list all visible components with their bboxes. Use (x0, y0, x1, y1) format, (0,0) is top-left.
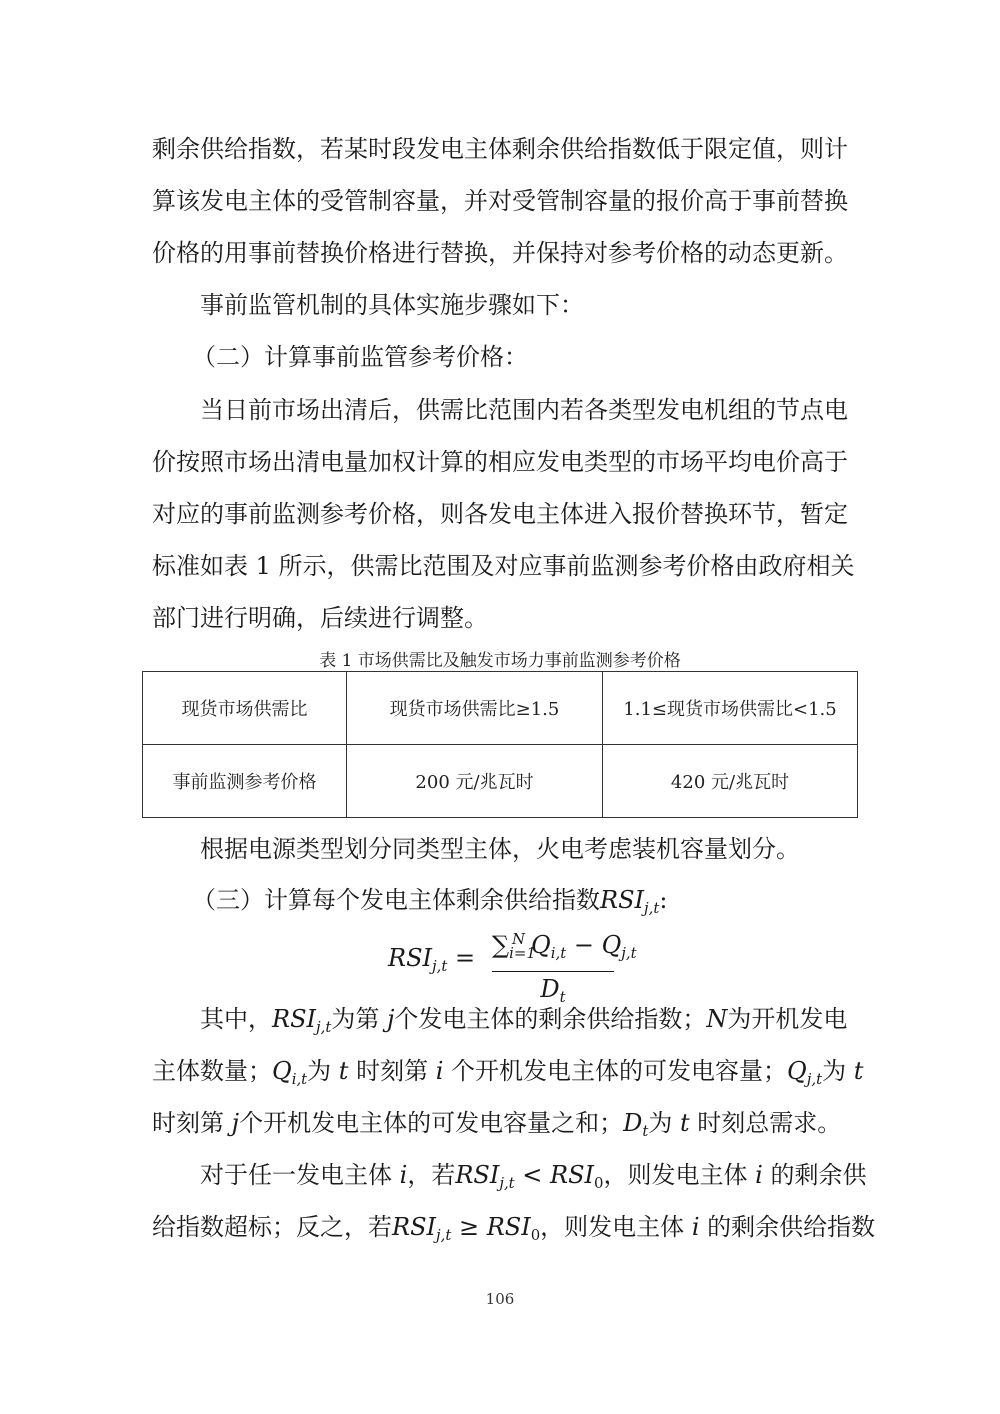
text-line: 当日前市场出清后，供需比范围内若各类型发电机组的节点电 (200, 396, 848, 424)
table-cell: 现货市场供需比 (143, 672, 347, 745)
text-line: 时刻第 j个开机发电主体的可发电容量之和；$D_t$为 t 时刻总需求。 (152, 1109, 842, 1141)
table-cell: 现货市场供需比≥1.5 (347, 672, 603, 745)
text-line: 剩余供给指数，若某时段发电主体剩余供给指数低于限定值，则计 (152, 135, 848, 163)
table-row (143, 672, 858, 745)
section-heading: （二）计算事前监管参考价格： (192, 343, 528, 371)
formula-denominator: $D_t$ (540, 975, 566, 1007)
table-cell: 420 元/兆瓦时 (603, 745, 858, 818)
formula-lhs: $RSI_{j,t}$ = (388, 944, 476, 976)
text-line: 算该发电主体的受管制容量，并对受管制容量的报价高于事前替换 (152, 187, 848, 215)
text-line: 根据电源类型划分同类型主体，火电考虑装机容量划分。 (200, 835, 800, 863)
rsi-symbol: $RSI_{j,t}$ (600, 886, 660, 918)
fraction-bar (492, 971, 614, 972)
page-number: 106 (485, 1290, 515, 1308)
text-line: 事前监管机制的具体实施步骤如下： (200, 291, 584, 319)
formula-numerator: $\sum_{i=1}^N$ $Q_{i,t} - Q_{j,t}$ (492, 930, 637, 963)
text-line: 标准如表 1 所示，供需比范围及对应事前监测参考价格由政府相关 (152, 552, 855, 580)
text-line: 对应的事前监测参考价格，则各发电主体进入报价替换环节，暂定 (152, 500, 848, 528)
table-cell: 200 元/兆瓦时 (347, 745, 603, 818)
table-caption: 表 1 市场供需比及触发市场力事前监测参考价格 (319, 651, 681, 671)
heading-text: （三）计算每个发电主体剩余供给指数 (192, 886, 600, 914)
table-cell: 1.1≤现货市场供需比<1.5 (603, 672, 858, 745)
text-line: 给指数超标；反之，若$RSI_{j,t} \ge RSI_0$，则发电主体 i 的剩余供给指数 (152, 1213, 876, 1245)
text-line: 价按照市场出清电量加权计算的相应发电类型的市场平均电价高于 (152, 448, 848, 476)
text-line: 主体数量；$Q_{i,t}$为 t 时刻第 i 个开机发电主体的可发电容量；$Q_{j,t}$为 t (152, 1057, 864, 1089)
text-line: 其中，$RSI_{j,t}$为第 j个发电主体的剩余供给指数；N为开机发电 (200, 1005, 848, 1037)
formula-fraction (492, 924, 637, 1012)
table-cell: 事前监测参考价格 (143, 745, 347, 818)
section-heading: （三）计算每个发电主体剩余供给指数$RSI_{j,t}$: (192, 886, 668, 918)
text-line: 对于任一发电主体 i，若$RSI_{j,t} < RSI_0$，则发电主体 i 的剩余供 (200, 1161, 867, 1193)
text-line: 价格的用事前替换价格进行替换，并保持对参考价格的动态更新。 (152, 239, 848, 267)
reference-price-table (142, 671, 858, 818)
table-row (143, 745, 858, 818)
text-line: 部门进行明确，后续进行调整。 (152, 604, 488, 632)
